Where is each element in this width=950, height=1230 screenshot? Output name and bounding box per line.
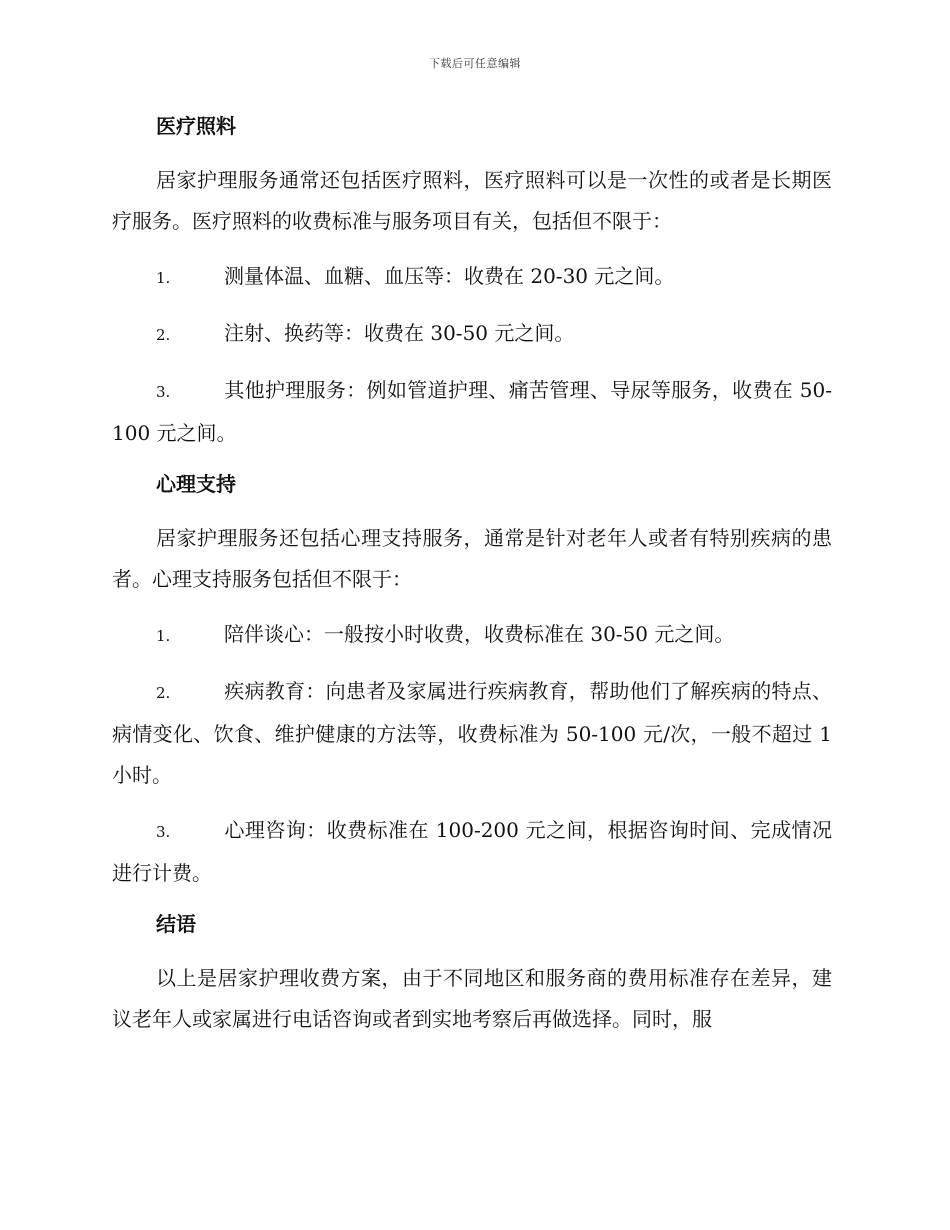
list-item [112, 810, 832, 894]
list-item-text: 陪伴谈心：一般按小时收费，收费标准在 30-50 元之间。 [224, 622, 735, 646]
list-number: 3. [156, 823, 171, 841]
document-body [112, 110, 832, 1054]
list-item [112, 256, 832, 299]
section-intro-conclusion: 以上是居家护理收费方案，由于不同地区和服务商的费用标准存在差异，建议老年人或家属进行电话咨询或者到实地考察后再做选择。同时，服 [112, 966, 832, 1031]
list-item-text: 测量体温、血糖、血压等：收费在 20-30 元之间。 [224, 264, 675, 288]
list-item [112, 614, 832, 657]
list-number: 2. [156, 684, 171, 702]
section-intro-psychological-support: 居家护理服务还包括心理支持服务，通常是针对老年人或者有特别疾病的患者。心理支持服务包括但不限于： [112, 526, 832, 591]
list-item-text: 注射、换药等：收费在 30-50 元之间。 [224, 321, 575, 345]
list-item [112, 313, 832, 356]
list-number: 2. [156, 326, 171, 344]
section-intro-medical-care: 居家护理服务通常还包括医疗照料，医疗照料可以是一次性的或者是长期医疗服务。医疗照料的收费标准与服务项目有关，包括但不限于： [112, 168, 832, 233]
header-note: 下载后可任意编辑 [429, 57, 521, 70]
list-item-text: 疾病教育：向患者及家属进行疾病教育，帮助他们了解疾病的特点、病情变化、饮食、维护健康的方法等，收费标准为 50-100 元/次，一般不超过 1 小时。 [112, 679, 832, 787]
list-item-text: 心理咨询：收费标准在 100-200 元之间，根据咨询时间、完成情况进行计费。 [112, 818, 832, 885]
list-number: 1. [156, 269, 171, 287]
section-heading-conclusion: 结语 [156, 912, 196, 936]
section-heading-medical-care: 医疗照料 [156, 114, 236, 138]
list-number: 1. [156, 627, 171, 645]
list-item [112, 370, 832, 454]
list-item-text: 其他护理服务：例如管道护理、痛苦管理、导尿等服务，收费在 50-100 元之间。 [112, 378, 832, 445]
list-item [112, 671, 832, 796]
list-number: 3. [156, 383, 171, 401]
section-heading-psychological-support: 心理支持 [156, 472, 236, 496]
